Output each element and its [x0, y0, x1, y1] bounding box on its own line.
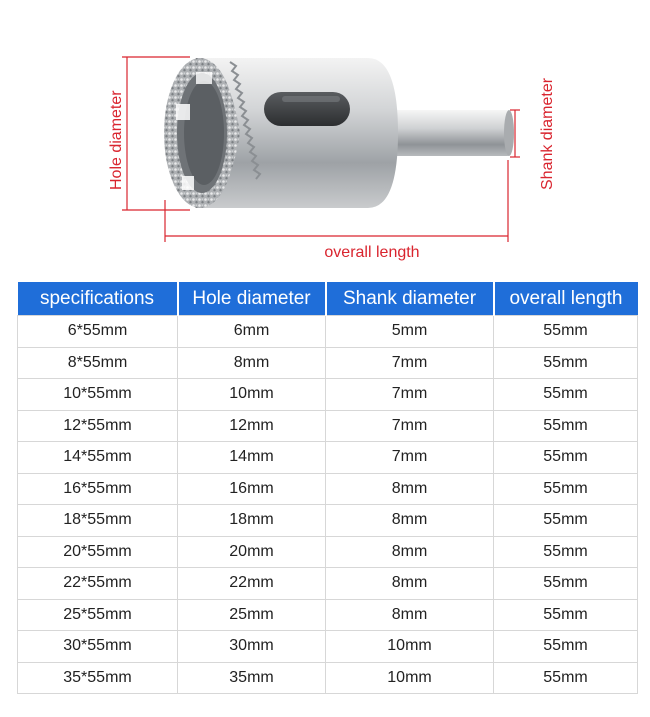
cell-length: 55mm	[494, 568, 638, 600]
specifications-table	[17, 282, 638, 694]
table-row	[18, 599, 638, 631]
table-row	[18, 410, 638, 442]
cell-length: 55mm	[494, 316, 638, 348]
table-row	[18, 505, 638, 537]
table-row	[18, 631, 638, 663]
cell-shank: 8mm	[326, 599, 494, 631]
cell-spec: 25*55mm	[18, 599, 178, 631]
cell-shank: 10mm	[326, 631, 494, 663]
cell-hole: 18mm	[178, 505, 326, 537]
header-overall-length: overall length	[494, 282, 638, 316]
cell-shank: 8mm	[326, 505, 494, 537]
cell-hole: 30mm	[178, 631, 326, 663]
cell-spec: 16*55mm	[18, 473, 178, 505]
cell-spec: 22*55mm	[18, 568, 178, 600]
cell-shank: 7mm	[326, 379, 494, 411]
cell-spec: 6*55mm	[18, 316, 178, 348]
cell-hole: 20mm	[178, 536, 326, 568]
cell-spec: 12*55mm	[18, 410, 178, 442]
cell-length: 55mm	[494, 473, 638, 505]
cell-spec: 20*55mm	[18, 536, 178, 568]
shank-diameter-label: Shank diameter	[539, 77, 556, 190]
overall-length-label: overall length	[324, 244, 420, 261]
table-row	[18, 379, 638, 411]
cutting-face	[164, 58, 236, 208]
cell-hole: 10mm	[178, 379, 326, 411]
cell-length: 55mm	[494, 379, 638, 411]
cell-hole: 14mm	[178, 442, 326, 474]
cell-shank: 8mm	[326, 568, 494, 600]
cell-spec: 35*55mm	[18, 662, 178, 694]
cell-length: 55mm	[494, 410, 638, 442]
header-shank-diameter: Shank diameter	[326, 282, 494, 316]
cell-shank: 5mm	[326, 316, 494, 348]
cell-hole: 35mm	[178, 662, 326, 694]
cell-hole: 16mm	[178, 473, 326, 505]
cell-length: 55mm	[494, 631, 638, 663]
table-row	[18, 473, 638, 505]
cell-spec: 30*55mm	[18, 631, 178, 663]
cell-length: 55mm	[494, 599, 638, 631]
cell-length: 55mm	[494, 505, 638, 537]
cell-shank: 10mm	[326, 662, 494, 694]
cell-hole: 12mm	[178, 410, 326, 442]
cell-length: 55mm	[494, 662, 638, 694]
cell-spec: 10*55mm	[18, 379, 178, 411]
cell-shank: 8mm	[326, 536, 494, 568]
table-row	[18, 442, 638, 474]
hole-diameter-label: Hole diameter	[108, 90, 125, 190]
table-row	[18, 347, 638, 379]
table-row	[18, 316, 638, 348]
cell-hole: 25mm	[178, 599, 326, 631]
table-row	[18, 568, 638, 600]
table-header-row	[18, 282, 638, 316]
header-hole-diameter: Hole diameter	[178, 282, 326, 316]
cell-shank: 7mm	[326, 410, 494, 442]
table-row	[18, 662, 638, 694]
cell-hole: 8mm	[178, 347, 326, 379]
table-row	[18, 536, 638, 568]
cell-length: 55mm	[494, 442, 638, 474]
cell-shank: 7mm	[326, 347, 494, 379]
cell-spec: 14*55mm	[18, 442, 178, 474]
header-specifications: specifications	[18, 282, 178, 316]
cell-spec: 8*55mm	[18, 347, 178, 379]
cell-hole: 22mm	[178, 568, 326, 600]
cell-length: 55mm	[494, 536, 638, 568]
drill-bit-diagram	[0, 0, 650, 270]
cell-spec: 18*55mm	[18, 505, 178, 537]
cell-shank: 8mm	[326, 473, 494, 505]
cell-hole: 6mm	[178, 316, 326, 348]
cell-shank: 7mm	[326, 442, 494, 474]
cell-length: 55mm	[494, 347, 638, 379]
